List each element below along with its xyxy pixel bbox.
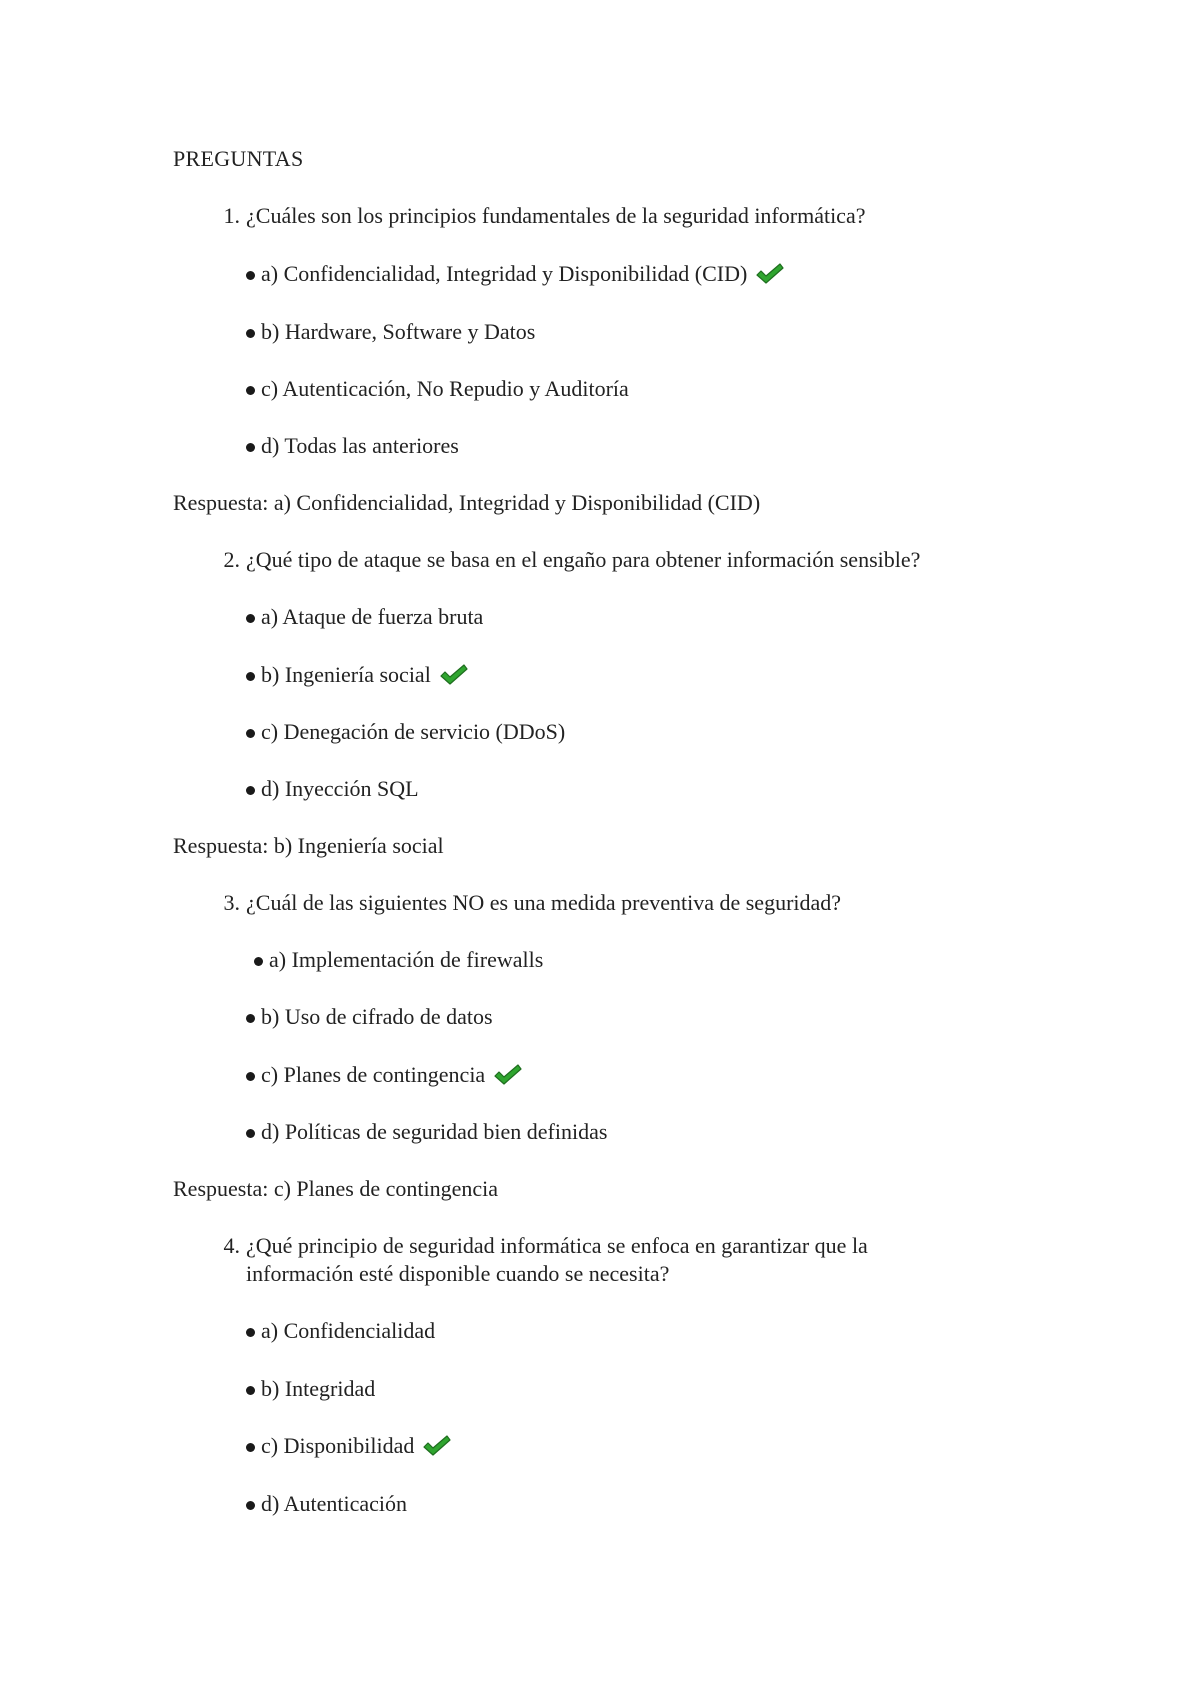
question-number: 2. [223, 547, 240, 572]
option-label: b) Integridad [261, 1376, 376, 1401]
option-label: c) Autenticación, No Repudio y Auditoría [261, 376, 629, 401]
bullet-icon [254, 957, 263, 966]
option-item [246, 1317, 435, 1345]
option-item [246, 1432, 452, 1460]
bullet-icon [246, 443, 255, 452]
option-label: b) Ingeniería social [261, 662, 431, 687]
option-item [246, 661, 469, 689]
bullet-icon [246, 329, 255, 338]
option-item [246, 1490, 407, 1518]
bullet-icon [246, 1072, 255, 1081]
bullet-icon [246, 672, 255, 681]
answer-prefix: Respuesta: [173, 1176, 269, 1201]
option-item [246, 1061, 523, 1089]
bullet-icon [246, 271, 255, 280]
option-item [246, 603, 483, 631]
option-label: d) Autenticación [261, 1491, 408, 1516]
answer-line [173, 1175, 498, 1203]
answer-prefix: Respuesta: [173, 490, 269, 515]
option-label: d) Políticas de seguridad bien definidas [261, 1119, 608, 1144]
option-item [246, 260, 785, 288]
option-label: a) Implementación de firewalls [269, 947, 544, 972]
option-item [246, 318, 535, 346]
option-label: d) Inyección SQL [261, 776, 419, 801]
option-label: b) Uso de cifrado de datos [261, 1004, 493, 1029]
bullet-icon [246, 1129, 255, 1138]
bullet-icon [246, 786, 255, 795]
option-label: b) Hardware, Software y Datos [261, 319, 536, 344]
bullet-icon [246, 1501, 255, 1510]
question-text: ¿Cuáles son los principios fundamentales de la seguridad informática? [246, 203, 866, 228]
question-text: ¿Qué principio de seguridad informática se enfoca en garantizar que la información esté disponible cuando se necesita? [246, 1233, 868, 1286]
option-label: c) Disponibilidad [261, 1433, 415, 1458]
option-label: c) Denegación de servicio (DDoS) [261, 719, 566, 744]
option-item [246, 432, 459, 460]
bullet-icon [246, 386, 255, 395]
answer-text: a) Confidencialidad, Integridad y Disponibilidad (CID) [273, 490, 761, 515]
option-item [246, 718, 565, 746]
bullet-icon [246, 1443, 255, 1452]
option-label: a) Confidencialidad, Integridad y Disponibilidad (CID) [261, 261, 748, 286]
option-label: a) Confidencialidad [261, 1318, 436, 1343]
bullet-icon [246, 614, 255, 623]
option-item [246, 775, 419, 803]
option-item [246, 1003, 493, 1031]
bullet-icon [246, 1014, 255, 1023]
question-text: ¿Qué tipo de ataque se basa en el engaño para obtener información sensible? [246, 547, 921, 572]
answer-text: b) Ingeniería social [273, 833, 444, 858]
question-number: 1. [223, 203, 240, 228]
option-item [254, 946, 543, 974]
checkmark-icon [422, 1434, 452, 1458]
bullet-icon [246, 1386, 255, 1395]
question-number: 3. [223, 890, 240, 915]
answer-line [173, 489, 760, 517]
option-item [246, 1118, 607, 1146]
answer-line [173, 832, 444, 860]
option-label: c) Planes de contingencia [261, 1062, 486, 1087]
option-item [246, 375, 629, 403]
bullet-icon [246, 729, 255, 738]
checkmark-icon [493, 1063, 523, 1087]
bullet-icon [246, 1328, 255, 1337]
answer-text: c) Planes de contingencia [273, 1176, 499, 1201]
question-text: ¿Cuál de las siguientes NO es una medida preventiva de seguridad? [246, 890, 842, 915]
option-label: d) Todas las anteriores [261, 433, 459, 458]
answer-prefix: Respuesta: [173, 833, 269, 858]
checkmark-icon [755, 262, 785, 286]
option-label: a) Ataque de fuerza bruta [261, 604, 484, 629]
option-item [246, 1375, 375, 1403]
page-heading: PREGUNTAS [173, 146, 304, 171]
checkmark-icon [439, 663, 469, 687]
question-number: 4. [223, 1233, 240, 1258]
